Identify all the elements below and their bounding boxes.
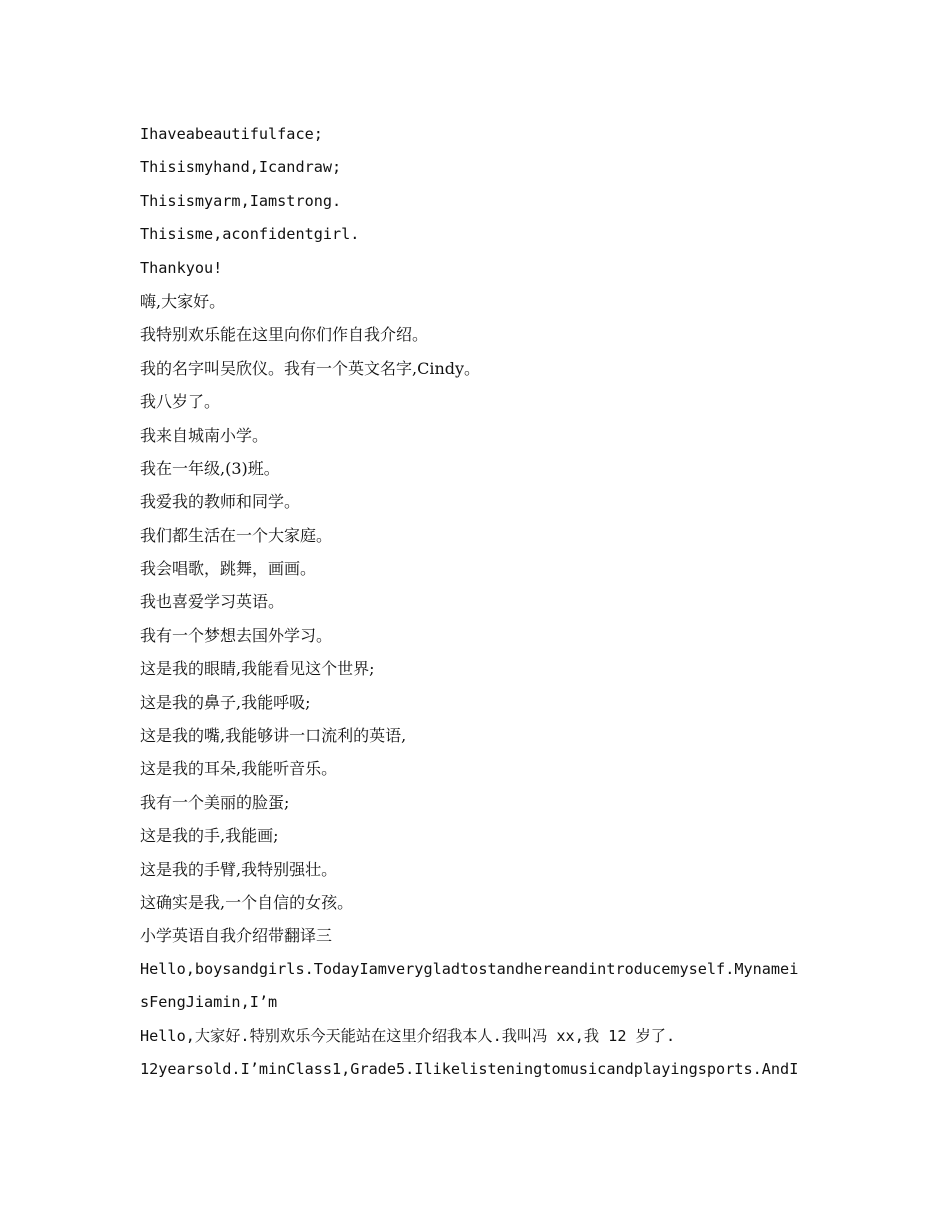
text-line: Thisismyarm,Iamstrong. — [140, 191, 342, 210]
text-line: Thisismyhand,Icandraw; — [140, 158, 342, 177]
text-line: 这是我的鼻子,我能呼吸; — [140, 692, 311, 712]
document-body — [140, 118, 830, 1086]
text-line: sFengJiamin,I’m — [140, 993, 278, 1012]
text-line: 我们都生活在一个大家庭。 — [140, 525, 333, 545]
text-line: 我会唱歌，跳舞，画画。 — [140, 559, 317, 579]
text-line: 这是我的耳朵,我能听音乐。 — [140, 759, 338, 779]
text-line: 这是我的嘴,我能够讲一口流利的英语, — [140, 726, 407, 746]
text-line: Hello,大家好.特别欢乐今天能站在这里介绍我本人.我叫冯 xx,我 12 岁了. — [140, 1026, 676, 1045]
text-line: 我来自城南小学。 — [140, 425, 269, 445]
text-line: 12yearsold.I’minClass1,Grade5.Ilikelisteningtomusicandplayingsports.AndI — [140, 1059, 799, 1078]
text-line: 这是我的眼睛,我能看见这个世界; — [140, 659, 375, 679]
section-heading: 小学英语自我介绍带翻译三 — [140, 926, 333, 946]
text-line: 我八岁了。 — [140, 392, 221, 412]
text-line: Thankyou! — [140, 258, 223, 277]
text-line: Thisisme,aconfidentgirl. — [140, 225, 360, 244]
text-line: 这确实是我,一个自信的女孩。 — [140, 892, 354, 912]
text-line: 我有一个美丽的脸蛋; — [140, 792, 290, 812]
text-line: 我的名字叫吴欣仪。我有一个英文名字,Cindy。 — [140, 358, 481, 378]
text-line: 我也喜爱学习英语。 — [140, 592, 285, 612]
text-line: Hello,boysandgirls.TodayIamverygladtostandhereandintroducemyself.Mynamei — [140, 959, 799, 978]
text-line: 我爱我的教师和同学。 — [140, 492, 301, 512]
text-line: 这是我的手臂,我特别强壮。 — [140, 859, 338, 879]
text-line: 嗨,大家好。 — [140, 291, 226, 311]
text-line: Ihaveabeautifulface; — [140, 125, 323, 143]
text-line: 我在一年级,(3)班。 — [140, 458, 280, 478]
text-line: 我有一个梦想去国外学习。 — [140, 625, 333, 645]
text-line: 我特别欢乐能在这里向你们作自我介绍。 — [140, 325, 429, 345]
text-line: 这是我的手,我能画; — [140, 826, 279, 846]
